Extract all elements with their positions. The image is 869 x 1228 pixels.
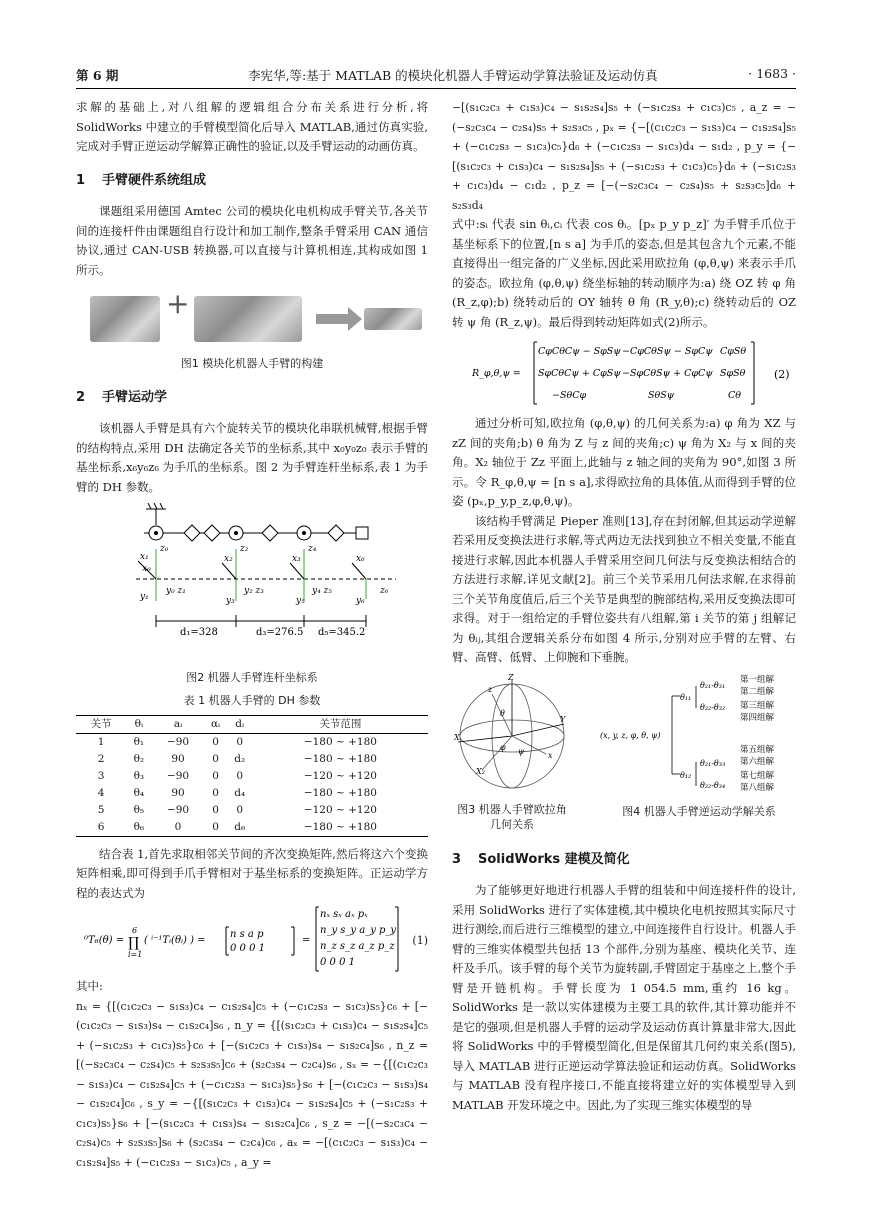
equation-1-number: (1) — [412, 934, 428, 947]
svg-text:0 0 0 1: 0 0 0 1 — [230, 943, 265, 954]
table-1-caption: 表 1 机器人手臂的 DH 参数 — [183, 694, 321, 707]
svg-text:CφCθCψ − SφSψ: CφCθCψ − SφSψ — [538, 346, 621, 357]
arrow-right-icon — [316, 314, 350, 324]
svg-text:n s a p: n s a p — [230, 929, 264, 940]
solution-label: 第三组解 — [740, 700, 775, 711]
table-cell: d₂ — [234, 752, 246, 765]
motor-modules-photo — [90, 296, 160, 342]
table-header-cell: aᵢ — [151, 715, 204, 733]
svg-text:R_φ,θ,ψ =: R_φ,θ,ψ = — [472, 368, 521, 379]
plus-icon: + — [166, 287, 190, 320]
left-column — [76, 98, 428, 1172]
table-cell: θ₄ — [133, 786, 145, 799]
table-row — [76, 751, 428, 768]
table-row — [76, 733, 428, 751]
table-cell: θ₂ — [133, 752, 145, 765]
table-cell: 90 — [171, 752, 185, 765]
figure-4-solution-tree — [600, 674, 796, 796]
table-cell: 0 — [205, 819, 227, 837]
table-header-cell: θᵢ — [126, 715, 151, 733]
header-rule — [76, 88, 796, 89]
svg-text:θ: θ — [500, 708, 505, 718]
figure-2-caption: 图2 机器人手臂连杆坐标系 — [186, 670, 318, 684]
table-cell: 0 — [212, 752, 219, 765]
svg-text:x₀: x₀ — [142, 564, 151, 574]
svg-text:y₂ z₃: y₂ z₃ — [244, 586, 264, 596]
svg-text:x: x — [548, 750, 553, 760]
table-row — [76, 768, 428, 785]
table-cell: 2 — [97, 752, 105, 765]
table-cell: 90 — [171, 786, 185, 799]
svg-text:y₆: y₆ — [356, 596, 365, 606]
svg-text:−SθCφ: −SθCφ — [552, 390, 587, 401]
svg-text:z₆: z₆ — [380, 586, 389, 596]
table-cell: 0 — [236, 735, 244, 748]
table-cell: 0 — [236, 769, 244, 782]
svg-text:θ₂₁-θ₃₃: θ₂₁-θ₃₃ — [700, 758, 726, 768]
figure-2-link-frames — [76, 503, 428, 653]
solution-label: 第八组解 — [740, 782, 775, 793]
section-2-paragraph: 该机器人手臂是具有六个旋转关节的模块化串联机械臂,根据手臂的结构特点,采用 DH 法确定各关节的坐标系,其中 x₀y₀z₀ 表示手臂的基坐标系,x₆y₆z₆ 为手爪的坐标系。图 2 为手臂连杆坐标系,表 1 为手臂的 DH 参数。 — [76, 421, 428, 494]
svg-text:X: X — [454, 732, 460, 742]
section-2-paragraph-2: 结合表 1,首先求取相邻关节间的齐次变换矩阵,然后将这六个变换矩阵相乘,即可得到手爪手臂相对于基坐标系的变换矩阵。正运动学方程的表达式为 — [76, 846, 428, 900]
table-row — [76, 819, 428, 837]
figure-1 — [76, 288, 428, 350]
euler-geometry-paragraph: 通过分析可知,欧拉角 (φ,θ,ψ) 的几何关系为:a) φ 角为 XZ 与 zZ 间的夹角;b) θ 角为 Z 与 z 间的夹角;c) ψ 角为 X₂ 与 x 间的夹角。X₂ 轴位于 Zz 平面上,此轴与 z 轴之间的夹角为 90°,如图 3 所示。令 R_φ,θ,ψ = [n s a],求得欧拉角的具体值,从而得到手臂的位姿 (pₓ,p_y,p_z,φ,θ,ψ)。 — [452, 416, 796, 508]
solution-label: 第一组解 — [740, 674, 775, 685]
table-cell: −120 ~ +120 — [303, 769, 377, 782]
figure-3-euler-sphere — [452, 674, 574, 796]
euler-description: 式中:sᵢ 代表 sin θᵢ,cᵢ 代表 cos θᵢ。[pₓ p_y p_z]′ 为手臂手爪位于基坐标系下的位置,[n s a] 为手爪的姿态,但是其包含九个元素,不能直接得出一组完备的广义坐标,因此采用欧拉角 (φ,θ,ψ) 来表示手爪的姿态。欧拉角 (φ,θ,ψ) 绕坐标轴的转动顺序为:a) 绕 OZ 转 φ 角 (R_z,φ);b) 绕转动后的 OY 轴转 θ 角 (R_y,θ);c) 绕转动后的 OZ 转 ψ 角 (R_z,ψ)。最后得到转动矩阵如式(2)所示。 — [452, 217, 796, 329]
table-cell: 5 — [97, 803, 105, 816]
page-number: · 1683 · — [748, 66, 796, 81]
table-row — [76, 785, 428, 802]
svg-text:SθSψ: SθSψ — [648, 390, 675, 401]
svg-text:ψ: ψ — [518, 746, 525, 756]
solution-tree-root: (x, y, z, φ, θ, ψ) — [600, 730, 661, 740]
svg-text:∏: ∏ — [128, 935, 140, 951]
svg-text:−SφCθSψ + CφCψ: −SφCθSψ + CφCψ — [622, 368, 713, 379]
equation-2-number: (2) — [774, 368, 790, 381]
table-header-cell: dᵢ — [227, 715, 253, 733]
table-cell: −120 ~ +120 — [303, 803, 377, 816]
dimension-d1: d₁=328 — [180, 627, 218, 638]
svg-text:φ: φ — [500, 742, 506, 752]
svg-text:nₓ sₓ aₓ pₓ: nₓ sₓ aₓ pₓ — [320, 909, 368, 920]
issue-number: 第 6 期 — [76, 68, 119, 83]
dimension-d3: d₃=276.5 — [256, 627, 304, 638]
svg-text:z₂: z₂ — [240, 544, 249, 554]
section-3-heading: 3 SolidWorks 建模及简化 — [452, 851, 630, 867]
link-parts-photo — [194, 296, 302, 342]
svg-text:SφCθCψ + CφSψ: SφCθCψ + CφSψ — [538, 368, 621, 379]
table-cell: −180 ~ +180 — [303, 735, 377, 748]
table-cell: −90 — [166, 735, 190, 748]
svg-text:y₅: y₅ — [296, 596, 305, 606]
solution-label: 第六组解 — [740, 756, 775, 767]
figure-4-caption: 图4 机器人手臂逆运动学解关系 — [622, 804, 776, 818]
svg-text:z₄: z₄ — [308, 544, 317, 554]
table-cell: 0 — [151, 819, 204, 837]
table-cell: θ₁ — [133, 735, 145, 748]
table-row — [76, 802, 428, 819]
section-1-paragraph: 课题组采用德国 Amtec 公司的模块化电机构成手臂关节,各关节间的连接杆件由课题组自行设计和加工制作,整条手臂采用 CAN 通信协议,通过 CAN-USB 转换器,可以直接与计算机相连,其构成如图 1 所示。 — [76, 204, 428, 277]
section-1-heading: 1 手臂硬件系统组成 — [76, 172, 207, 188]
equation-1 — [76, 903, 428, 977]
svg-text:n_y s_y a_y p_y: n_y s_y a_y p_y — [320, 925, 397, 936]
figure-1-caption: 图1 模块化机器人手臂的构建 — [180, 357, 324, 370]
svg-text:6: 6 — [132, 926, 138, 935]
svg-text:y₄ z₅: y₄ z₅ — [312, 586, 332, 596]
svg-text:θ₂₂-θ₃₂: θ₂₂-θ₃₂ — [700, 702, 726, 712]
figure-3-caption: 图3 机器人手臂欧拉角几何关系 — [457, 802, 567, 831]
svg-text:=: = — [302, 935, 311, 946]
forward-kinematics-terms-continued: −[(s₁c₂c₃ + c₁s₃)c₄ − s₁s₂s₄]s₅ + (−s₁c₂s₃ + c₁c₃)c₅ , a_z = −(−s₂c₃c₄ − c₂s₄)s₅ + s₂s₃c₅ , pₓ = {−[(c₁c₂c₃ − s₁s₃)c₄ − c₁s₂s₄]s₅ + (−c₁c₂s₃ − s₁c₃)c₅}d₆ + (−c₁c₂s₃ − s₁c₃)d₄ − s₁d₂ , p_y = {−[(s₁c₂c₃ + c₁s₃)c₄ − s₁s₂s₄]s₅ + (−s₁c₂s₃ + c₁c₃)c₅}d₆ + (−s₁c₂s₃ + c₁c₃)d₄ − c₁d₂ , p_z = [−(−s₂c₃c₄ − c₂s₄)s₅ + s₂s₃c₅]d₆ + s₂s₃d₄ — [452, 101, 796, 212]
svg-text:z₀: z₀ — [160, 544, 169, 554]
svg-text:−CφCθSψ − SφCψ: −CφCθSψ − SφCψ — [622, 346, 713, 357]
dh-parameter-table — [76, 715, 428, 837]
table-cell: −180 ~ +180 — [253, 819, 428, 837]
svg-text:z: z — [488, 684, 493, 694]
solution-label: 第四组解 — [740, 712, 775, 723]
svg-text:n_z s_z a_z p_z: n_z s_z a_z p_z — [320, 941, 395, 952]
svg-text:( ⁱ⁻¹Tᵢ(θᵢ) ) =: ( ⁱ⁻¹Tᵢ(θᵢ) ) = — [144, 935, 206, 946]
table-cell: 0 — [212, 786, 219, 799]
dimension-d5: d₅=345.2 — [318, 627, 366, 638]
table-header-cell: αᵢ — [205, 715, 227, 733]
table-cell: d₆ — [227, 819, 253, 837]
figures-3-4 — [452, 673, 796, 831]
section-2-heading: 2 手臂运动学 — [76, 389, 168, 405]
svg-text:x₆: x₆ — [356, 554, 365, 564]
svg-text:CφSθ: CφSθ — [720, 346, 747, 357]
forward-kinematics-equation — [76, 903, 406, 977]
svg-text:y₃: y₃ — [226, 596, 235, 606]
running-title: 李宪华,等:基于 MATLAB 的模块化机器人手臂运动学算法验证及运动仿真 — [248, 68, 658, 83]
table-cell: θ₃ — [133, 769, 145, 782]
table-cell: θ₆ — [126, 819, 151, 837]
svg-text:Z: Z — [508, 673, 514, 682]
table-cell: 3 — [97, 769, 105, 782]
table-cell: 1 — [97, 735, 105, 748]
svg-text:SφSθ: SφSθ — [720, 368, 746, 379]
table-cell: 0 — [212, 803, 219, 816]
svg-text:X₂: X₂ — [476, 766, 485, 776]
svg-text:Cθ: Cθ — [728, 390, 741, 401]
svg-text:⁰T₆(θ) =: ⁰T₆(θ) = — [84, 935, 125, 946]
rotation-matrix — [452, 338, 796, 408]
solution-label: 第七组解 — [740, 770, 775, 781]
table-cell: −90 — [166, 803, 190, 816]
table-cell: θ₅ — [133, 803, 145, 816]
solution-label: 第二组解 — [740, 686, 775, 697]
section-3-paragraph: 为了能够更好地进行机器人手臂的组装和中间连接杆件的设计,采用 SolidWorks 进行了实体建模,其中模块化电机按照其实际尺寸进行测绘,而后进行三维模型的建立,中间连接件自行设计。机器人手臂的三维实体模型共包括 13 个部件,分别为基座、模块化关节、连杆及手爪。该手臂的每个关节为旋转副,手臂固定于基座之上,整个手臂是开链机构。手臂长度为 1 054.5 mm,重约 16 kg。SolidWorks 是一款以实体建模为主要工具的软件,其计算功能并不是它的强项,但是机器人手臂的运动学及运动仿真计算量非常大,因此将 SolidWorks 中的手臂模型简化,但是保留其几何约束关系(图5),导入 MATLAB 进行正逆运动学算法验证和运动仿真。SolidWorks 与 MATLAB 没有程序接口,不能直接将建立好的实体模型导入到 MATLAB 开发环境之中。因此,为了实现三维实体模型的导 — [452, 883, 796, 1112]
table-cell: 0 — [212, 735, 219, 748]
assembled-arm-photo — [364, 308, 422, 330]
solution-label: 第五组解 — [740, 744, 775, 755]
inverse-kinematics-paragraph: 该结构手臂满足 Pieper 准则[13],存在封闭解,但其运动学逆解若采用反变换法进行求解,等式两边无法找到独立不相关变量,不能直接进行求解,因此本机器人手臂采用空间几何法与反变换法相结合的方法进行求解,详见文献[2]。前三个关节采用几何法求解,在求得前三个关节角度值后,后三个关节是典型的腕部结构,采用反变换法即可求得。对于一组给定的手臂位姿共有八组解,第 i 关节的第 j 组解记为 θᵢⱼ,其组合逻辑关系分布如图 4 所示,分别对应手臂的左臂、右臂、高臂、低臂、上仰腕和下垂腕。 — [452, 513, 796, 664]
intro-paragraph: 求解的基础上,对八组解的逻辑组合分布关系进行分析,将 SolidWorks 中建立的手臂模型简化后导入 MATLAB,通过仿真实验,完成对手臂正逆运动学解算正确性的验证,以及手臂运动的动画仿真。 — [76, 100, 428, 153]
table-cell: 4 — [97, 786, 105, 799]
svg-text:y₀ z₁: y₀ z₁ — [166, 586, 186, 596]
page-header — [76, 66, 796, 88]
table-header-cell: 关节 — [76, 715, 126, 733]
forward-kinematics-terms: nₓ = {[(c₁c₂c₃ − s₁s₃)c₄ − c₁s₂s₄]c₅ + (−c₁c₂s₃ − s₁c₃)s₅}c₆ + [−(c₁c₂c₃ − s₁s₃)s₄ − c₁s₂c₄]s₆ , n_y = {[(s₁c₂c₃ + c₁s₃)c₄ − s₁s₂s₄]c₅ + (−s₁c₂s₃ + c₁c₃)s₅}c₆ + [−(s₁c₂c₃ + c₁s₃)s₄ − s₁s₂c₄]s₆ , n_z = [(−s₂c₃c₄ − c₂s₄)c₅ + s₂s₃s₅]c₆ + (s₂c₃s₄ − c₂c₄)s₆ , sₓ = −{[(c₁c₂c₃ − s₁s₃)c₄ − c₁s₂s₄]c₅ + (−c₁c₂s₃ − s₁c₃)s₅}s₆ + [−(c₁c₂c₃ − s₁s₃)s₄ − c₁s₂c₄]c₆ , s_y = −{[(s₁c₂c₃ + c₁s₃)c₄ − s₁s₂s₄]c₅ + (−s₁c₂s₃ + c₁c₃)s₅}s₆ + [−(s₁c₂c₃ + c₁s₃)s₄ − s₁s₂c₄]c₆ , s_z = −[(−s₂c₃c₄ − c₂s₄)c₅ + s₂s₃s₅]s₆ + (s₂c₃s₄ − c₂c₄)c₆ , aₓ = −[(c₁c₂c₃ − s₁s₃)c₄ − c₁s₂s₄]s₅ + (−c₁c₂s₃ − s₁c₃)c₅ , a_y = — [76, 999, 428, 1169]
svg-text:Y: Y — [560, 714, 566, 724]
svg-text:x₃: x₃ — [292, 554, 301, 564]
svg-text:θ₁₁: θ₁₁ — [680, 692, 692, 702]
svg-text:x₂: x₂ — [224, 554, 233, 564]
svg-text:θ₂₁-θ₃₁: θ₂₁-θ₃₁ — [700, 680, 726, 690]
where-label: 其中: — [76, 979, 103, 993]
table-cell: d₄ — [234, 786, 246, 799]
table-cell: −180 ~ +180 — [303, 752, 377, 765]
table-cell: 0 — [236, 803, 244, 816]
right-column — [452, 98, 796, 1115]
svg-text:θ₁₂: θ₁₂ — [680, 770, 692, 780]
table-cell: 6 — [76, 819, 126, 837]
table-cell: 0 — [212, 769, 219, 782]
table-header-cell: 关节范围 — [253, 715, 428, 733]
table-cell: −90 — [166, 769, 190, 782]
svg-text:i=1: i=1 — [128, 950, 143, 959]
equation-2 — [452, 338, 796, 408]
svg-text:θ₂₂-θ₃₄: θ₂₂-θ₃₄ — [700, 780, 726, 790]
table-cell: −180 ~ +180 — [303, 786, 377, 799]
svg-text:y₁: y₁ — [140, 592, 149, 602]
svg-text:x₁: x₁ — [140, 552, 149, 562]
svg-text:0 0 0 1: 0 0 0 1 — [320, 957, 355, 968]
